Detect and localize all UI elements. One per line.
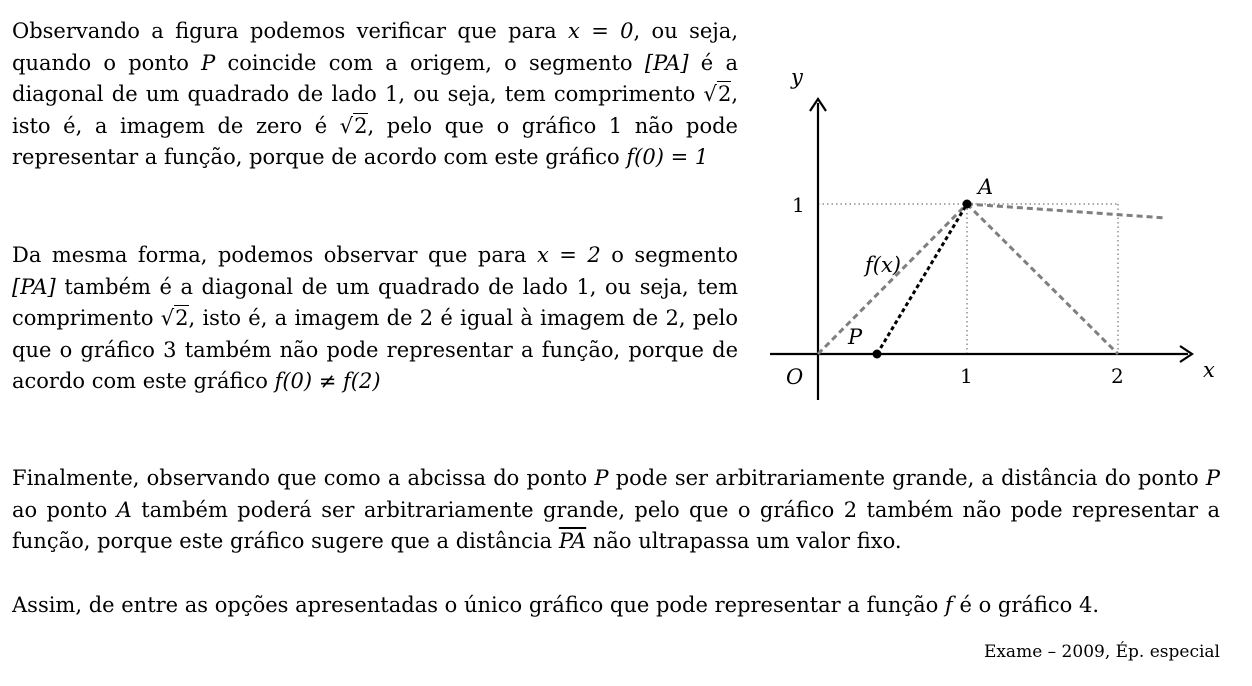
origin-label: O <box>786 365 804 389</box>
text: Observando a figura podemos verificar que para <box>12 19 569 43</box>
text: é o gráfico 4. <box>952 593 1100 617</box>
text: Finalmente, observando que como a abcissa do ponto <box>12 466 595 490</box>
segment-pa-overline: $\overline{PA}$ <box>558 529 587 553</box>
graph-line-origin-to-a <box>818 204 967 354</box>
math: f(0) ≠ f(2) <box>274 369 381 393</box>
text: Da mesma forma, podemos observar que para <box>12 243 537 267</box>
sqrt-expression: √2 <box>160 306 189 330</box>
text: , ou seja, quando o ponto <box>12 19 738 75</box>
text: não ultrapassa um valor fixo. <box>586 529 902 553</box>
graph-line-a-right <box>967 204 1166 218</box>
paragraph-4 <box>12 590 1220 622</box>
math: [PA] <box>644 50 689 75</box>
radicand: 2 <box>354 113 368 138</box>
text: o segmento <box>600 243 739 267</box>
math: f <box>945 593 953 617</box>
tick-label-y1: 1 <box>792 193 805 217</box>
sqrt-expression: √2 <box>339 113 368 138</box>
text: Assim, de entre as opções apresentadas o único gráfico que pode representar a função <box>12 593 946 617</box>
text: pode ser arbitrariamente grande, a distância do ponto <box>608 466 1206 490</box>
text: , pelo que o gráfico 1 não pode representar a função, porque de acordo com este gráfico <box>12 113 738 169</box>
radicand: 2 <box>175 306 189 330</box>
math: P <box>594 466 609 490</box>
axis-x-label: x <box>1203 358 1215 382</box>
math: x = 0 <box>568 19 634 43</box>
point-p-dot <box>873 350 882 359</box>
text: também é a diagonal de um quadrado de lado 1, ou seja, tem comprimento <box>12 274 738 330</box>
text: coincide com a origem, o segmento <box>215 50 645 75</box>
tick-label-x2: 2 <box>1111 364 1124 388</box>
math: A <box>116 497 132 522</box>
text: é a diagonal de um quadrado de lado 1, ou seja, tem comprimento <box>12 50 738 106</box>
radicand: 2 <box>717 82 732 106</box>
text: , isto é, a imagem de zero é <box>12 82 738 138</box>
paragraph-2 <box>12 240 738 398</box>
graph-line-a-to-2 <box>967 204 1118 354</box>
text: , isto é, a imagem de 2 é igual à imagem de 2, pelo que o gráfico 3 também não pode representar a função, porque de acordo com este gráfico <box>12 306 738 393</box>
axis-y-label: y <box>791 65 803 89</box>
text: também poderá ser arbitrariamente grande, pelo que o gráfico 2 também não pode representar a função, porque este gráfico sugere que a distância <box>12 497 1220 553</box>
curve-label: f(x) <box>865 253 902 277</box>
sqrt-expression: √2 <box>703 82 732 106</box>
paragraph-3 <box>12 463 1220 558</box>
point-p-label: P <box>848 325 863 349</box>
math: f(0) = 1 <box>626 145 709 169</box>
point-a-dot <box>963 200 972 209</box>
math: P <box>201 50 216 75</box>
math: P <box>1205 466 1220 490</box>
text: ao ponto <box>12 497 117 522</box>
figure-graph <box>760 60 1230 410</box>
source-citation: Exame – 2009, Ép. especial <box>983 642 1220 662</box>
math: [PA] <box>12 274 56 299</box>
math: x = 2 <box>536 243 601 267</box>
paragraph-1 <box>12 16 738 174</box>
tick-label-x1: 1 <box>960 364 973 388</box>
point-a-label: A <box>978 175 994 199</box>
